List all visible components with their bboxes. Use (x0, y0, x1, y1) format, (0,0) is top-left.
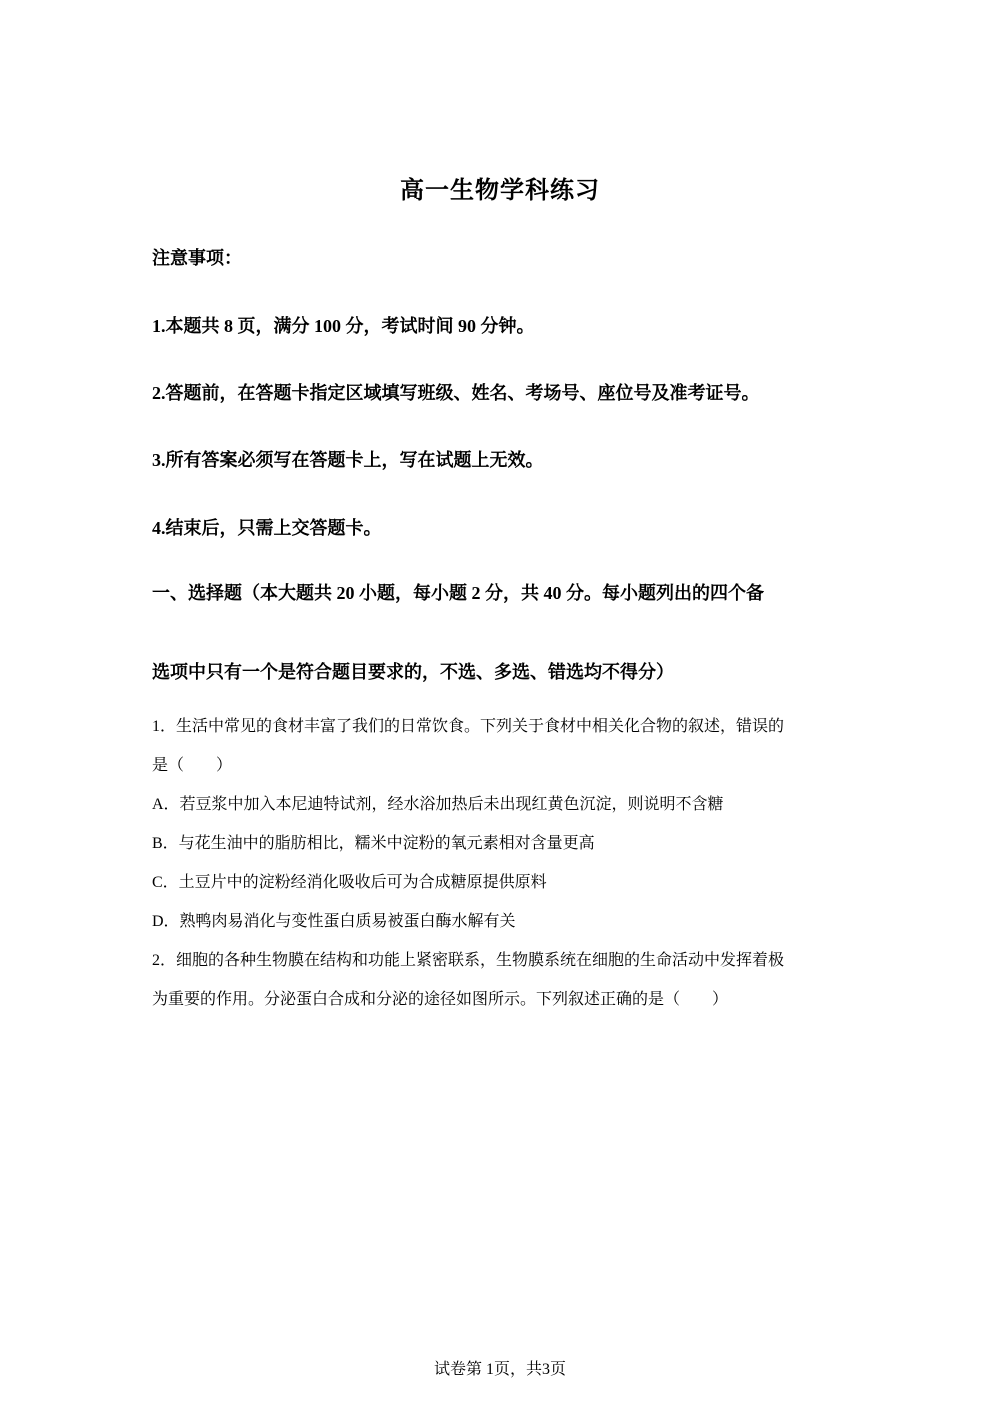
notice-heading: 注意事项： (152, 248, 242, 268)
page-footer: 试卷第 1页，共3页 (433, 1361, 566, 1378)
page-title: 高一生物学科练习 (400, 176, 600, 204)
question-1-stem-line-2: 是（ ） (152, 757, 233, 774)
notice-item-2: 2.答题前，在答题卡指定区域填写班级、姓名、考场号、座位号及准考证号。 (152, 383, 760, 403)
question-1-option-a: A．若豆浆中加入本尼迪特试剂，经水浴加热后未出现红黄色沉淀，则说明不含糖 (152, 796, 724, 813)
notice-item-3: 3.所有答案必须写在答题卡上，写在试题上无效。 (152, 450, 544, 470)
question-1-option-d: D．熟鸭肉易消化与变性蛋白质易被蛋白酶水解有关 (152, 913, 516, 930)
question-2-stem-line-1: 2．细胞的各种生物膜在结构和功能上紧密联系，生物膜系统在细胞的生命活动中发挥着极 (152, 952, 785, 969)
question-1-stem-line-1: 1．生活中常见的食材丰富了我们的日常饮食。下列关于食材中相关化合物的叙述，错误的 (152, 718, 785, 735)
question-2-stem-line-2: 为重要的作用。分泌蛋白合成和分泌的途径如图所示。下列叙述正确的是（ ） (152, 991, 729, 1008)
notice-item-4: 4.结束后，只需上交答题卡。 (152, 518, 382, 538)
section-heading-line-1: 一、选择题（本大题共 20 小题，每小题 2 分，共 40 分。每小题列出的四个备 (152, 583, 764, 603)
section-heading-line-2: 选项中只有一个是符合题目要求的，不选、多选、错选均不得分） (152, 662, 674, 682)
notice-item-1: 1.本题共 8 页，满分 100 分，考试时间 90 分钟。 (152, 316, 535, 336)
question-1-option-c: C．土豆片中的淀粉经消化吸收后可为合成糖原提供原料 (152, 874, 547, 891)
question-1-option-b: B．与花生油中的脂肪相比，糯米中淀粉的氧元素相对含量更高 (152, 835, 595, 852)
